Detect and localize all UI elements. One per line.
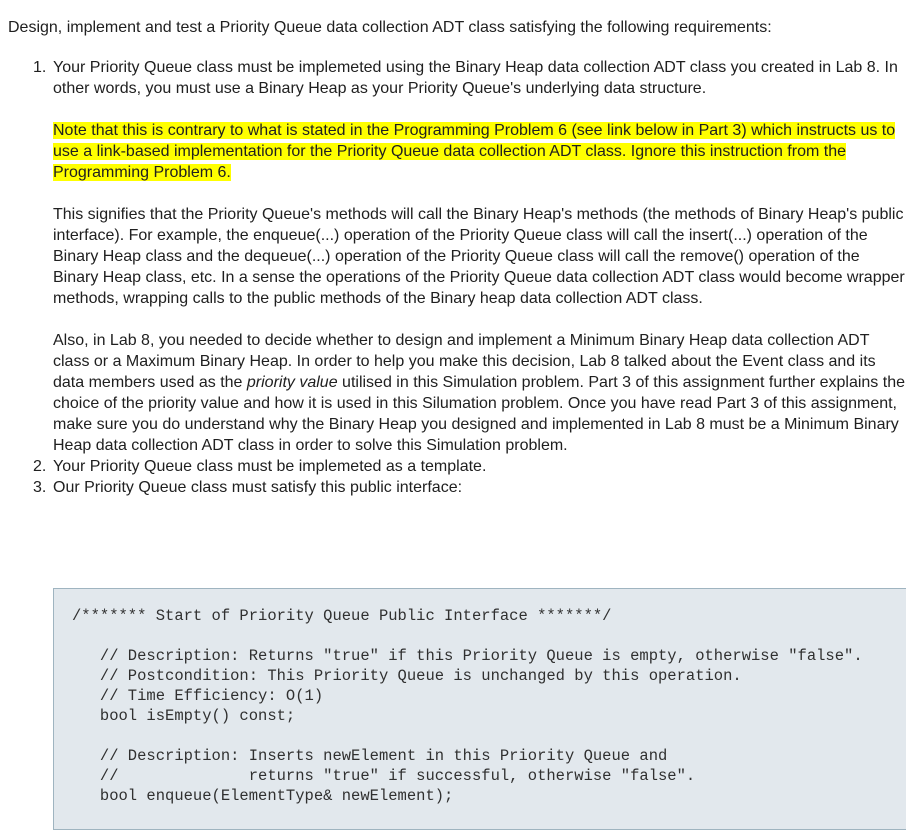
- highlighted-note: [53, 120, 905, 183]
- note-highlight: Note that this is contrary to what is stated in the Programming Problem 6 (see link below in Part 3) which instructs us to use a link-based implementation for the Priority Queue data collection ADT class. Ignore this instruction from the Programming Problem 6.: [53, 122, 896, 181]
- intro-text: Design, implement and test a Priority Queue data collection ADT class satisfying the following requirements:: [8, 19, 772, 36]
- list-item: [33, 57, 905, 456]
- requirement-3-text: Our Priority Queue class must satisfy this public interface:: [53, 479, 463, 496]
- priority-value-term: priority value: [246, 374, 338, 391]
- text-segment: Also, in Lab 8, you needed to decide whether to design and implement a Minimum Binary Heap data collection ADT class or a Maximum Binary Heap. In order to help you make this decision, Lab 8 talked about the Event class and its data members used as the: [53, 332, 876, 391]
- list-number: 1.: [33, 59, 47, 76]
- requirement-1-text: Your Priority Queue class must be implemeted using the Binary Heap data collection ADT class you created in Lab 8. In other words, you must use a Binary Heap as your Priority Queue's underlying data structure.: [53, 59, 898, 97]
- requirement-2-text: Your Priority Queue class must be implemeted as a template.: [53, 458, 487, 475]
- list-item: [33, 456, 905, 477]
- list-number: 3.: [33, 479, 47, 496]
- list-item: [33, 477, 905, 498]
- code-block: [53, 588, 906, 830]
- code-listing: /******* Start of Priority Queue Public Interface *******/ // Description: Returns "true" if this Priority Queue is empty, otherwise "false". // Postcondition: This Priority Queue is unchanged by this operation. // Time Efficiency: O(1) bool isEmpty() const; // Description: Inserts newElement in this Priority Queue and // returns "true" if successful, otherwise "false". bool enqueue(ElementType& newElement);: [72, 607, 863, 805]
- requirements-list: [33, 57, 905, 498]
- list-number: 2.: [33, 458, 47, 475]
- text-segment: utilised in this Simulation problem. Part 3 of this assignment further explains the choice of the priority value and how it is used in this Silumation problem. Once you have read Part 3 of this assignment, make sure you do understand why the Binary Heap you designed and implemented in Lab 8 must be a Minimum Binary Heap data collection ADT class in order to solve this Simulation problem.: [53, 374, 905, 454]
- min-heap-explanation: [53, 330, 905, 456]
- wrapper-explanation: This signifies that the Priority Queue's methods will call the Binary Heap's methods (the methods of Binary Heap's public interface). For example, the enqueue(...) operation of the Priority Queue class will call the insert(...) operation of the Binary Heap class and the dequeue(...) operation of the Priority Queue class will call the remove() operation of the Binary Heap class, etc. In a sense the operations of the Priority Queue data collection ADT class would become wrapper methods, wrapping calls to the public methods of the Binary heap data collection ADT class.: [53, 206, 905, 307]
